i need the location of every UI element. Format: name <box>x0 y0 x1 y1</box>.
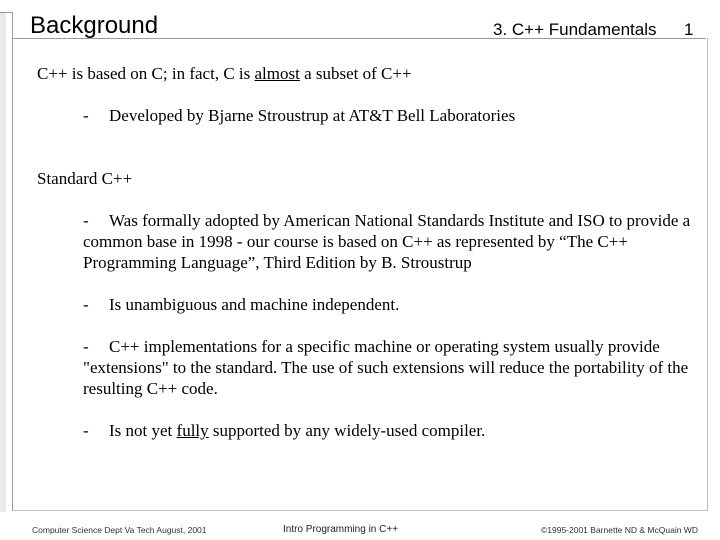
bullet-dash: - <box>83 421 89 440</box>
footer-center: Intro Programming in C++ <box>283 524 399 535</box>
bullet-dash: - <box>83 337 89 356</box>
intro-bullet: - Developed by Bjarne Stroustrup at AT&T Bell Laboratories <box>83 106 516 125</box>
bullet-unambiguous: - Is unambiguous and machine independent. <box>83 295 400 314</box>
bullet-dash: - <box>83 295 89 314</box>
footer-left: Computer Science Dept Va Tech August, 2001 <box>32 525 207 535</box>
emphasis-almost: almost <box>254 64 300 83</box>
bullet-adopted: - Was formally adopted by American National Standards Institute and ISO to provide a common base in 1998 - our course is based on C++ as represented by “The C++ Programming Language”, Third Edition by B. Stroustrup <box>83 211 691 272</box>
bullet-supported: - Is not yet fully supported by any widely-used compiler. <box>83 421 486 440</box>
page-number: 1 <box>684 20 694 39</box>
chapter-label: 3. C++ Fundamentals <box>493 20 657 39</box>
standard-heading: Standard C++ <box>37 169 133 188</box>
footer-right: ©1995-2001 Barnette ND & McQuain WD <box>541 525 698 535</box>
slide-frame-corner <box>0 12 12 21</box>
slide-frame-bar <box>0 12 6 512</box>
bullet-dash: - <box>83 211 89 230</box>
emphasis-fully: fully <box>176 421 209 440</box>
slide-frame-left-line <box>12 12 13 510</box>
bullet-dash: - <box>83 106 89 125</box>
bullet-extensions: - C++ implementations for a specific machine or operating system usually provide "extensions" to the standard. The use of such extensions will reduce the portability of the resulting C++ code. <box>83 337 689 398</box>
intro-paragraph: C++ is based on C; in fact, C is almost a subset of C++ <box>37 64 412 83</box>
slide-frame-bottom-line <box>12 510 708 511</box>
slide-title: Background <box>30 12 159 39</box>
